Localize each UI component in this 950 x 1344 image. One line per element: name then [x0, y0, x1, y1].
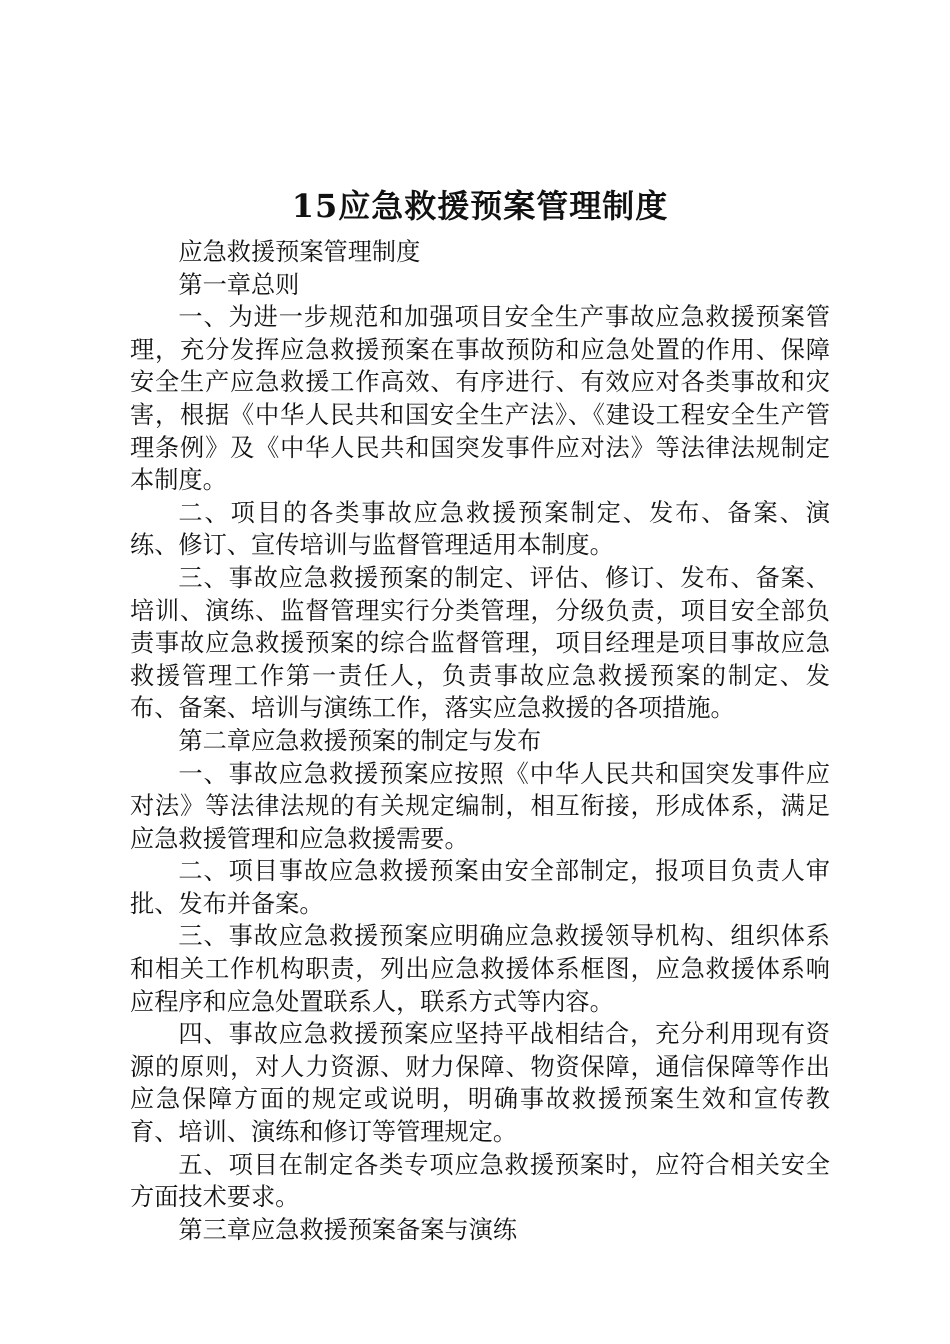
paragraph: 二、项目的各类事故应急救援预案制定、发布、备案、演练、修订、宣传培训与监督管理适用本制度。 [130, 498, 830, 560]
paragraph: 三、事故应急救援预案应明确应急救援领导机构、组织体系和相关工作机构职责，列出应急救援体系框图，应急救援体系响应程序和应急处置联系人，联系方式等内容。 [130, 922, 830, 1016]
document-body [130, 236, 830, 1246]
paragraph: 一、为进一步规范和加强项目安全生产事故应急救援预案管理，充分发挥应急救援预案在事故预防和应急处置的作用、保障安全生产应急救援工作高效、有序进行、有效应对各类事故和灾害，根据《中华人民共和国安全生产法》、《建设工程安全生产管理条例》及《中华人民共和国突发事件应对法》等法律法规制定本制度。 [130, 303, 830, 495]
chapter-heading-1: 第一章总则 [178, 270, 300, 299]
paragraph: 五、项目在制定各类专项应急救援预案时，应符合相关安全方面技术要求。 [130, 1150, 830, 1212]
paragraph: 二、项目事故应急救援预案由安全部制定，报项目负责人审批、发布并备案。 [130, 857, 830, 918]
paragraph: 四、事故应急救援预案应坚持平战相结合，充分利用现有资源的原则，对人力资源、财力保障、物资保障，通信保障等作出应急保障方面的规定或说明，明确事故救援预案生效和宣传教育、培训、演练和修订等管理规定。 [130, 1020, 830, 1147]
paragraph: 三、事故应急救援预案的制定、评估、修订、发布、备案、培训、演练、监督管理实行分类管理，分级负责，项目安全部负责事故应急救援预案的综合监督管理，项目经理是项目事故应急救援管理工作第一责任人，负责事故应急救援预案的制定、发布、备案、培训与演练工作，落实应急救援的各项措施。 [130, 563, 830, 723]
document-page [130, 180, 830, 1246]
paragraph: 一、事故应急救援预案应按照《中华人民共和国突发事件应对法》等法律法规的有关规定编制，相互衔接，形成体系，满足应急救援管理和应急救援需要。 [130, 759, 830, 853]
doc-subtitle: 应急救援预案管理制度 [178, 238, 421, 266]
chapter-heading-3: 第三章应急救援预案备案与演练 [178, 1215, 518, 1244]
chapter-heading-2: 第二章应急救援预案的制定与发布 [178, 726, 542, 755]
document-title: 15应急救援预案管理制度 [291, 187, 669, 225]
